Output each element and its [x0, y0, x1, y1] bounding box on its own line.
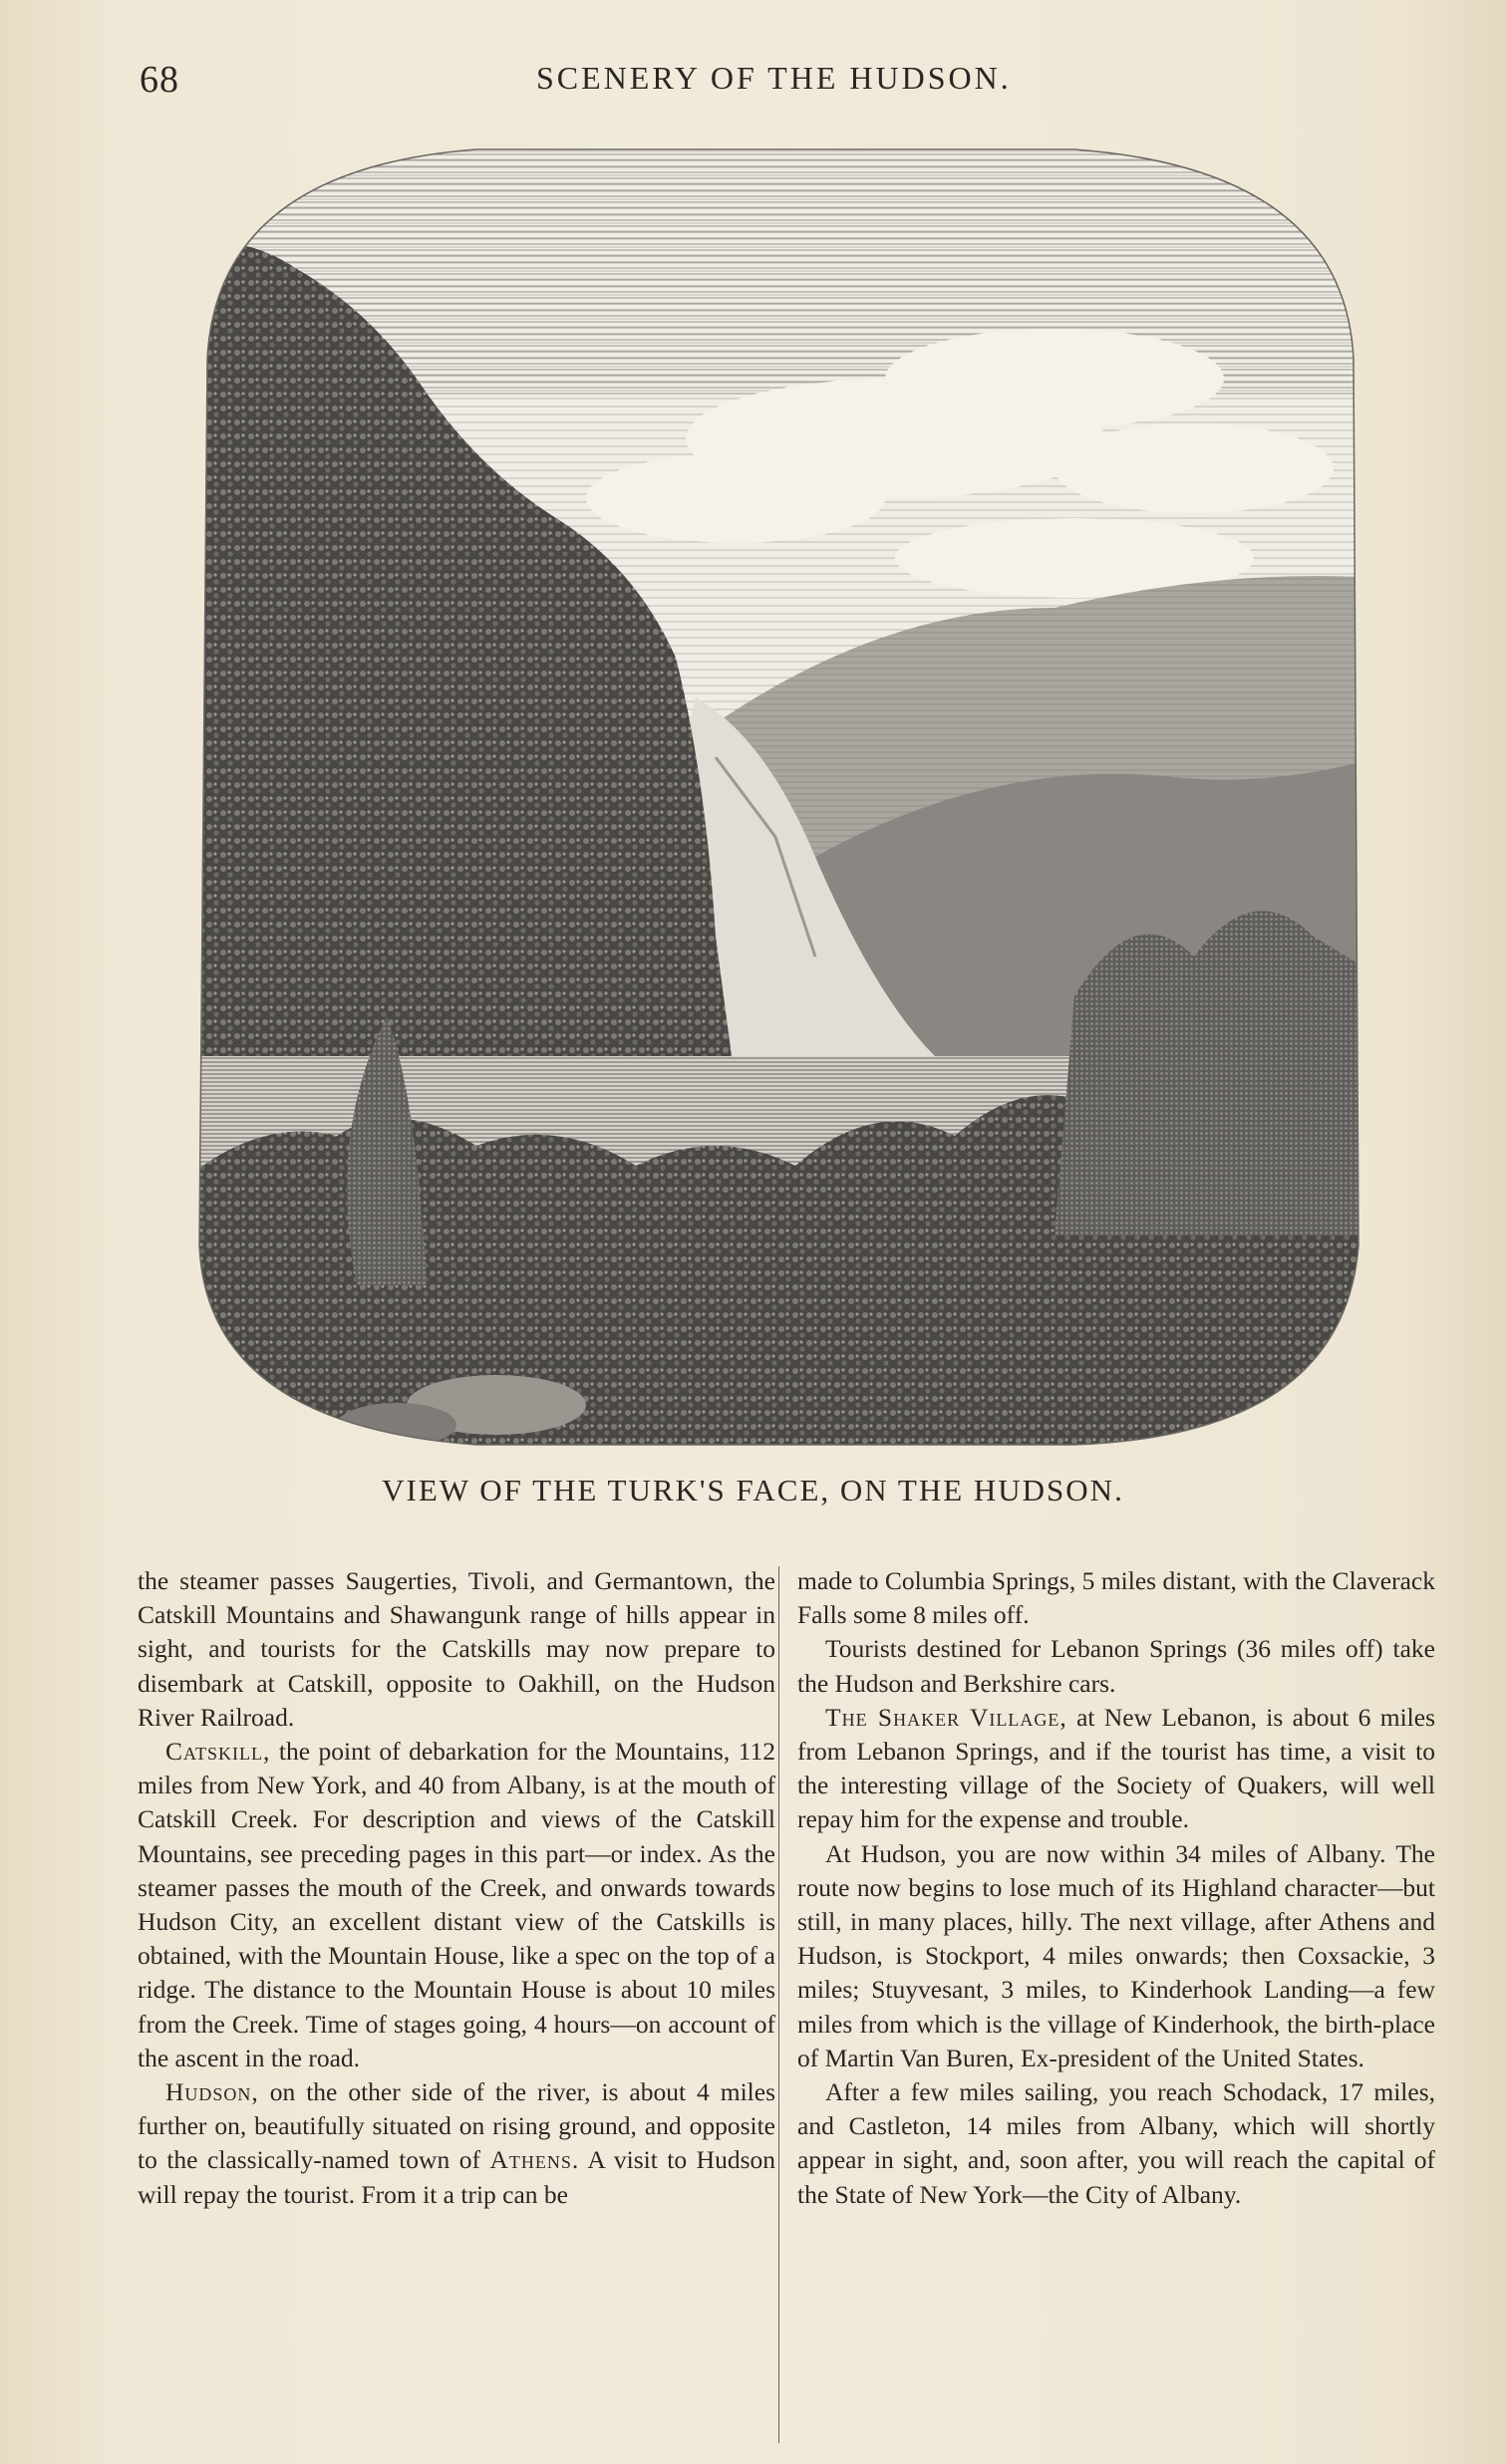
place-name: Athens. [489, 2145, 580, 2175]
paragraph [138, 2075, 775, 2212]
text-column-left [138, 1564, 775, 2212]
engraving-illustration [177, 139, 1379, 1455]
illustration-caption: VIEW OF THE TURK'S FACE, ON THE HUDSON. [382, 1473, 1124, 1507]
paragraph-text: at New Lebanon, is about 6 miles from Lebanon Springs, and if the tourist has time, a visit to the interesting village of the Society of Quakers, will well repay him for the expense and trouble. [797, 1702, 1436, 1834]
column-divider [778, 1566, 779, 2443]
paragraph-text: on the other side of the river, is about 4 miles further on, beautifully situated on rising ground, and opposite to the classically-named town of [138, 2077, 775, 2175]
paragraph: After a few miles sailing, you reach Schodack, 17 miles, and Castleton, 14 miles from Albany, which will shortly appear in sight, and, soon after, you will reach the capital of the State of New York—the City of Albany. [797, 2077, 1435, 2209]
paragraph-lead: The Shaker Village, [825, 1702, 1067, 1732]
paragraph [138, 1735, 775, 2075]
running-head: SCENERY OF THE HUDSON. [536, 60, 1012, 96]
paragraph: Tourists destined for Lebanon Springs (36 miles off) take the Hudson and Berkshire cars. [797, 1634, 1435, 1698]
text-column-right [797, 1564, 1435, 2212]
paragraph: At Hudson, you are now within 34 miles of Albany. The route now begins to lose much of its Highland character—but still, in many places, hilly. The next village, after Athens and Hudson, is Stockport, 4 miles onwards; then Coxsackie, 3 miles; Stuyvesant, 3 miles, to Kinderhook Landing—a few miles from which is the village of Kinderhook, the birth-place of Martin Van Buren, Ex-president of the United States. [797, 1838, 1435, 2072]
paragraph-lead: Catskill, [165, 1737, 271, 1767]
paragraph-lead: Hudson, [165, 2077, 259, 2107]
paragraph-text: the point of debarkation for the Mountains, 112 miles from New York, and 40 from Albany, is at the mouth of Catskill Creek. For description and views of the Catskill Mountains, see preceding pages in this part—or index. As the steamer passes the mouth of the Creek, and onwards towards Hudson City, an excellent distant view of the Catskills is obtained, with the Mountain House, like a spec on the top of a ridge. The distance to the Mountain House is about 10 miles from the Creek. Time of stages going, 4 hours—on account of the ascent in the road. [138, 1737, 775, 2072]
page-header [140, 58, 1426, 118]
paragraph-text: A visit to Hudson will repay the tourist. From it a trip can be [138, 2145, 775, 2209]
paragraph: made to Columbia Springs, 5 miles distant, with the Claverack Falls some 8 miles off. [797, 1566, 1435, 1630]
paragraph [797, 1701, 1435, 1837]
paragraph: the steamer passes Saugerties, Tivoli, and Germantown, the Catskill Mountains and Shawangunk range of hills appear in sight, and tourists for the Catskills may now prepare to disembark at Catskill, opposite to Oakhill, on the Hudson River Railroad. [138, 1566, 775, 1732]
page-number: 68 [140, 59, 179, 101]
